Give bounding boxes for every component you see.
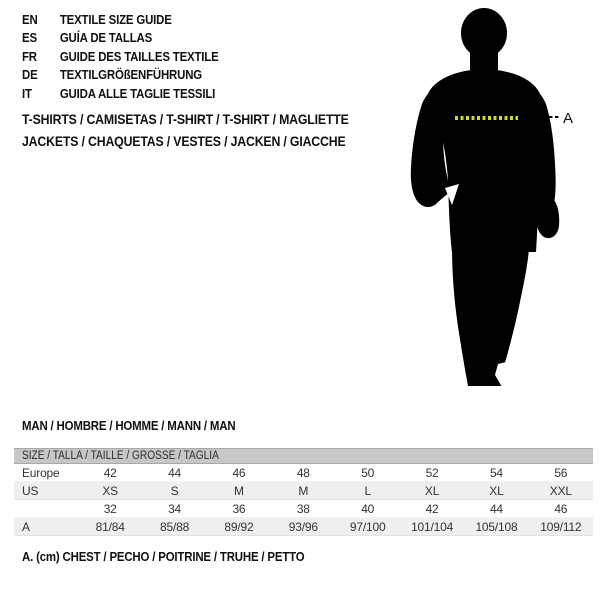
language-code: ES (22, 30, 37, 46)
language-title: GUÍA DE TALLAS (59, 30, 153, 46)
table-cell: 50 (361, 465, 375, 480)
table-cell: 105/108 (475, 519, 518, 534)
table-cell: 44 (489, 501, 503, 516)
measure-label-a: A (563, 110, 574, 127)
table-row-chest-a (14, 518, 593, 536)
category-jackets: JACKETS / CHAQUETAS / VESTES / JACKEN / GIACCHE (22, 133, 346, 149)
silhouette-neck (470, 42, 498, 70)
row-label: US (22, 483, 39, 498)
language-row (22, 47, 219, 66)
table-cell: 34 (168, 501, 182, 516)
table-row-europe (14, 464, 593, 482)
table-cell: XS (102, 483, 118, 498)
language-code: FR (22, 48, 37, 64)
table-cell: 38 (296, 501, 310, 516)
table-cell: XXL (549, 483, 572, 498)
table-cell: 109/112 (540, 519, 582, 534)
table-cell: XL (489, 483, 504, 498)
language-code: EN (22, 11, 38, 27)
section-title-man: MAN / HOMBRE / HOMME / MANN / MAN (22, 418, 236, 433)
man-silhouette-figure (380, 0, 600, 400)
table-cell: 44 (168, 465, 182, 480)
table-cell: 93/96 (288, 519, 318, 534)
table-cell: 54 (489, 465, 503, 480)
table-cell: 46 (232, 465, 246, 480)
table-cell: 56 (554, 465, 568, 480)
table-cell: 40 (361, 501, 375, 516)
table-cell: 101/104 (411, 519, 454, 534)
table-cell: 42 (103, 465, 117, 480)
language-row (22, 66, 219, 85)
language-row (22, 10, 219, 29)
table-cell: M (234, 483, 244, 498)
language-title: GUIDA ALLE TAGLIE TESSILI (59, 85, 216, 101)
language-row (22, 29, 219, 48)
size-table-header (14, 448, 593, 464)
table-row-numeric (14, 500, 593, 518)
table-cell: 48 (296, 465, 310, 480)
language-title-list (22, 10, 245, 103)
size-table (14, 448, 593, 536)
silhouette-legs (452, 248, 529, 386)
category-list (22, 108, 393, 152)
category-tshirts: T-SHIRTS / CAMISETAS / T-SHIRT / T-SHIRT / MAGLIETTE (22, 111, 349, 127)
size-table-header-label: SIZE / TALLA / TAILLE / GRÖSSE / TAGLIA (22, 450, 219, 462)
table-row-us (14, 482, 593, 500)
language-title: TEXTILGRÖßENFÜHRUNG (59, 67, 203, 83)
table-cell: L (364, 483, 371, 498)
language-title: TEXTILE SIZE GUIDE (59, 11, 172, 27)
man-silhouette (411, 8, 559, 386)
measure-footnote: A. (cm) CHEST / PECHO / POITRINE / TRUHE / PETTO (22, 549, 305, 564)
table-cell: 85/88 (160, 519, 190, 534)
table-cell: 42 (425, 501, 439, 516)
language-title: GUIDE DES TAILLES TEXTILE (59, 48, 219, 64)
table-cell: XL (424, 483, 440, 498)
language-code: DE (22, 67, 38, 83)
table-cell: S (170, 483, 179, 498)
language-row (22, 84, 219, 103)
table-cell: 97/100 (349, 519, 386, 534)
row-label: Europe (22, 465, 60, 480)
row-label: A (22, 519, 30, 534)
table-cell: M (298, 483, 309, 498)
table-cell: 52 (425, 465, 439, 480)
table-cell: 36 (232, 501, 246, 516)
table-cell: 81/84 (95, 519, 125, 534)
table-cell: 46 (554, 501, 568, 516)
table-cell: 32 (103, 501, 117, 516)
table-cell: 89/92 (224, 519, 254, 534)
language-code: IT (22, 85, 32, 101)
silhouette-right-hand (535, 197, 559, 238)
